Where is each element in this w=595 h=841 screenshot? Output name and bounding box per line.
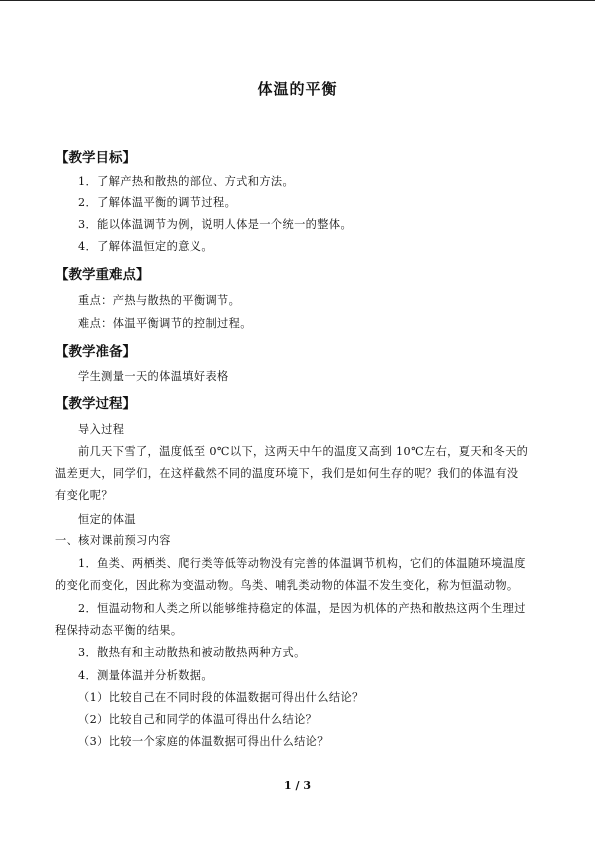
subtopic-label: 恒定的体温 — [78, 513, 136, 526]
point-one-line: 的变化而变化，因此称为变温动物。鸟类、哺乳类动物的体温不发生变化，称为恒温动物。 — [55, 579, 519, 592]
intro-paragraph-line: 有变化呢？ — [55, 489, 113, 502]
section-heading-preparation: 【教学准备】 — [55, 344, 136, 360]
intro-paragraph-line: 温差更大，同学们，在这样截然不同的温度环境下，我们是如何生存的呢？我们的体温有没 — [55, 467, 519, 480]
goal-item: 1．了解产热和散热的部位、方式和方法。 — [78, 175, 295, 188]
question-item: （1）比较自己在不同时段的体温数据可得出什么结论？ — [78, 691, 364, 704]
page-number: 1 / 3 — [284, 779, 311, 792]
point-two-line: 2．恒温动物和人类之所以能够维持稳定的体温，是因为机体的产热和散热这两个生理过 — [78, 602, 526, 615]
preparation-item: 学生测量一天的体温填好表格 — [78, 370, 229, 383]
section-heading-key-points: 【教学重难点】 — [55, 267, 150, 283]
intro-paragraph-line: 前几天下雪了，温度低至 0℃以下，这两天中午的温度又高到 10℃左右，夏天和冬天的 — [78, 445, 529, 458]
part-one-heading: 一、核对课前预习内容 — [55, 534, 171, 547]
point-one-line: 1．鱼类、两栖类、爬行类等低等动物没有完善的体温调节机构，它们的体温随环境温度 — [78, 557, 526, 570]
question-item: （3）比较一个家庭的体温数据可得出什么结论？ — [78, 735, 329, 748]
section-heading-process: 【教学过程】 — [55, 396, 136, 412]
header-rule — [0, 0, 595, 1]
section-heading-goals: 【教学目标】 — [55, 150, 136, 166]
goal-item: 3．能以体温调节为例，说明人体是一个统一的整体。 — [78, 218, 353, 231]
goal-item: 4．了解体温恒定的意义。 — [78, 240, 213, 253]
document-title: 体温的平衡 — [257, 80, 338, 98]
point-four: 4．测量体温并分析数据。 — [78, 669, 213, 682]
question-item: （2）比较自己和同学的体温可得出什么结论？ — [78, 713, 318, 726]
key-point-item: 重点：产热与散热的平衡调节。 — [78, 294, 241, 307]
goal-item: 2．了解体温平衡的调节过程。 — [78, 196, 237, 209]
key-point-item: 难点：体温平衡调节的控制过程。 — [78, 317, 252, 330]
intro-label: 导入过程 — [78, 423, 125, 436]
point-three: 3．散热有和主动散热和被动散热两种方式。 — [78, 646, 306, 659]
point-two-line: 程保持动态平衡的结果。 — [55, 624, 183, 637]
